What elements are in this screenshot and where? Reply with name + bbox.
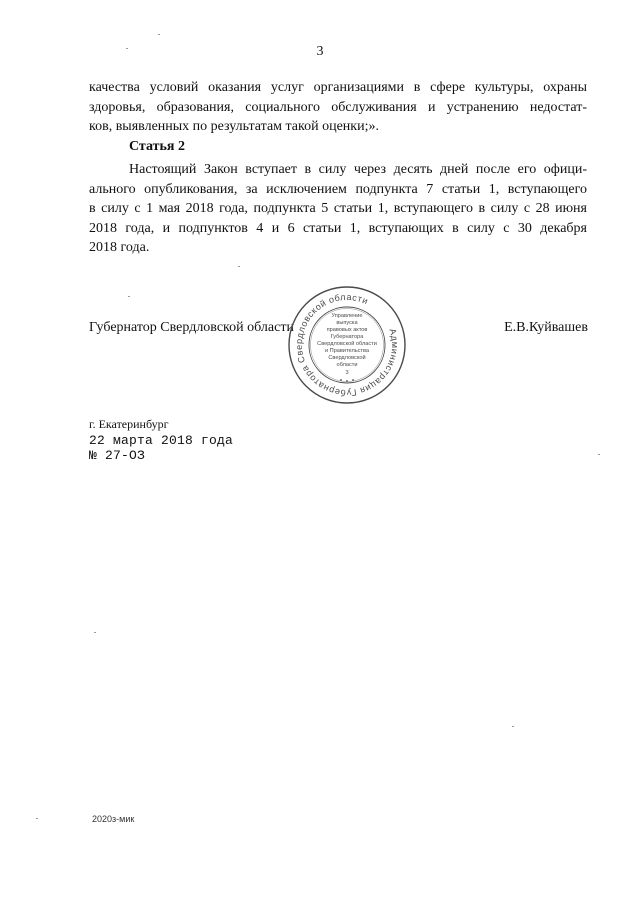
scan-speck — [126, 48, 128, 49]
issue-details — [89, 417, 233, 463]
seal-star — [346, 380, 348, 382]
text-line: ального опубликования, за исключением подпункта 7 статьи 1, вступающего — [89, 181, 587, 197]
issue-date: 22 марта 2018 года — [89, 433, 234, 448]
seal-line: Свердловской — [328, 355, 366, 361]
text-line: здоровья, образования, социального обслуживания и устранению недостат- — [89, 99, 587, 115]
article-paragraph — [89, 160, 587, 258]
text-line: 2018 года, и подпунктов 4 и 6 статьи 1, вступающих в силу с 30 декабря — [89, 220, 587, 236]
seal-line: области — [336, 362, 358, 368]
article-heading: Статья 2 — [129, 139, 185, 154]
seal-line: Управление — [331, 313, 363, 319]
seal-star — [340, 379, 342, 381]
scan-speck — [94, 632, 96, 633]
seal-center-text — [317, 313, 377, 376]
seal-line: Губернатора — [330, 334, 364, 340]
scan-speck — [128, 296, 130, 297]
scan-speck — [598, 454, 600, 455]
text-line: ков, выявленных по результатам такой оценки;». — [89, 119, 379, 134]
seal-star — [352, 379, 354, 381]
signatory-title: Губернатор Свердловской области — [89, 320, 294, 335]
scan-speck — [238, 266, 240, 267]
scan-speck — [158, 34, 160, 35]
seal-line: правовых актов — [326, 327, 368, 333]
official-seal — [285, 283, 409, 407]
scan-speck — [512, 726, 514, 727]
page-number: 3 — [316, 44, 324, 59]
seal-line: выпуска — [336, 320, 358, 326]
issue-place: г. Екатеринбург — [89, 417, 169, 431]
signatory-name: Е.В.Куйвашев — [504, 320, 588, 335]
issue-number: № 27-ОЗ — [89, 448, 146, 463]
scan-speck — [36, 818, 38, 819]
text-line: в силу с 1 мая 2018 года, подпункта 5 статьи 1, вступающего в силу с 28 июня — [89, 201, 587, 216]
text-line: Настоящий Закон вступает в силу через десять дней после его офици- — [129, 162, 587, 177]
footer-code: 2020з-мик — [92, 814, 135, 824]
seal-line: 3 — [345, 370, 349, 376]
body-paragraph-continuation — [89, 78, 587, 137]
seal-line: Свердловской области — [317, 341, 377, 347]
seal-ring-text: Администрация Губернатора Свердловской области — [293, 291, 401, 399]
text-line: качества условий оказания услуг организациями в сфере культуры, охраны — [89, 80, 587, 95]
text-line: 2018 года. — [89, 240, 150, 255]
seal-line: и Правительства — [325, 348, 369, 354]
